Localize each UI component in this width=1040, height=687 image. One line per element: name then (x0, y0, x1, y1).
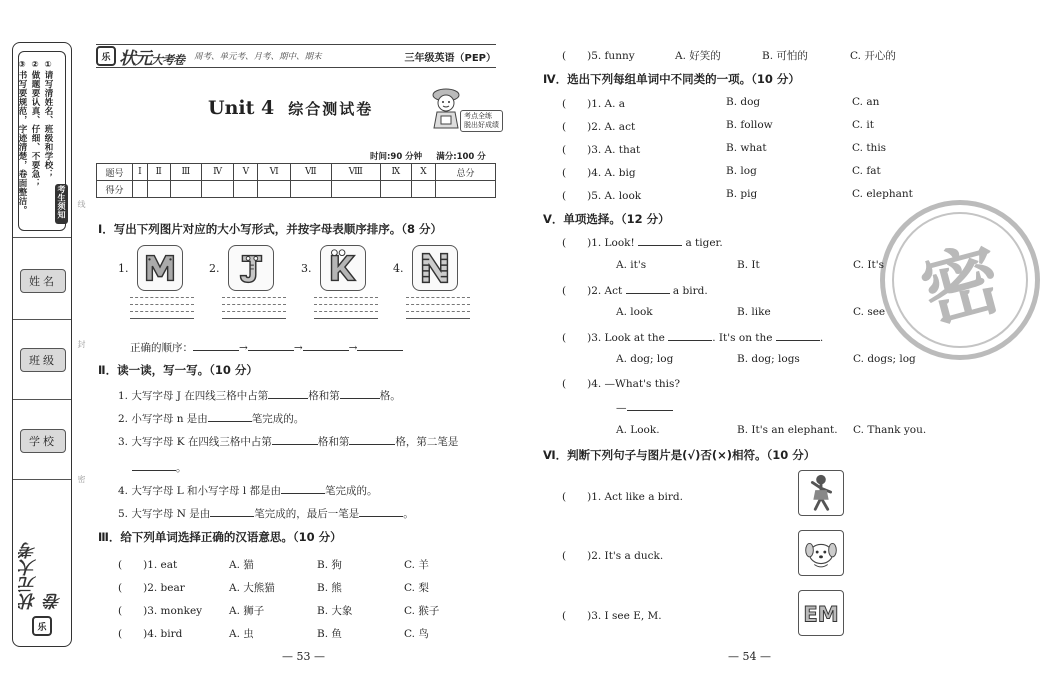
puppy-image (798, 530, 844, 576)
seal-mark-xian: 线 (77, 200, 86, 208)
score-cell[interactable] (411, 181, 435, 198)
strip-logo (20, 526, 65, 636)
score-table-score-row (97, 181, 496, 198)
q-text: 5. 大写字母 N 是由 (118, 508, 211, 520)
brand-logo-sub: 大考卷 (151, 52, 185, 67)
score-table-header-row (97, 164, 496, 181)
write-lines[interactable] (314, 297, 378, 325)
name-field-label: 姓名 (20, 269, 66, 293)
option-b: B. 可怕的 (762, 50, 808, 62)
answer-blank[interactable] (210, 506, 254, 517)
letter-card-m (137, 245, 183, 291)
question-2-4 (118, 483, 378, 498)
school-field-label: 学校 (20, 429, 66, 453)
choice-question[interactable]: ( )5. funny (562, 50, 635, 62)
score-cell[interactable] (331, 181, 380, 198)
letters-em-text: EM (803, 601, 839, 627)
question-5-4-answer-line (616, 400, 673, 414)
option-c: C. It's (853, 259, 884, 271)
score-row-label: 得分 (97, 181, 133, 198)
order-blank[interactable] (303, 340, 349, 351)
order-blank[interactable] (193, 340, 239, 351)
choice-question[interactable]: ( )1. eat (118, 559, 178, 571)
score-header-cell: Ⅱ (147, 164, 170, 181)
answer-blank[interactable] (776, 330, 820, 341)
q-text: ( )1. Look! (562, 237, 635, 249)
option-b: B. 鱼 (317, 628, 342, 640)
page-title (208, 97, 373, 119)
time-score-line (370, 150, 486, 162)
girl-dancing-image (798, 470, 844, 516)
section-5-title: Ⅴ．单项选择。（12 分） (543, 212, 670, 226)
option-c: C. fat (852, 165, 881, 177)
unit-name: Unit 4 (208, 97, 275, 119)
exam-time: 时间:90 分钟 (370, 152, 423, 162)
score-cell[interactable] (436, 181, 496, 198)
option-b: B. It (737, 259, 760, 271)
score-cell[interactable] (290, 181, 331, 198)
score-cell[interactable] (258, 181, 290, 198)
section-6-title: Ⅵ．判断下列句子与图片是(√)否(×)相符。（10 分） (543, 448, 816, 462)
option-c: C. an (852, 96, 880, 108)
answer-blank[interactable] (208, 411, 252, 422)
order-blank[interactable] (248, 340, 294, 351)
arrow: → (239, 342, 248, 354)
score-header-cell: Ⅰ (133, 164, 148, 181)
exam-note-3: ③书写要规范，字迹清楚，卷面整洁。 (17, 60, 27, 215)
class-field-label: 班级 (20, 348, 66, 372)
choice-question[interactable]: ( )3. A. that (562, 144, 641, 156)
question-5-3[interactable] (562, 330, 823, 345)
stamp-text: 密 (912, 233, 1012, 341)
q-text: 格和第 (308, 390, 340, 402)
letter-card-n (412, 245, 458, 291)
choice-question[interactable]: ( )2. A. act (562, 121, 636, 133)
question-5-4[interactable]: ( )4. —What's this? (562, 378, 681, 390)
q-text: 3. 大写字母 K 在四线三格中占第 (118, 436, 272, 448)
score-table (96, 163, 496, 198)
judge-question[interactable]: ( )3. I see E, M. (562, 610, 662, 622)
seal-mark-mi: 密 (77, 475, 86, 483)
option-b: B. log (726, 165, 757, 177)
brand-icon: 乐 (96, 46, 116, 66)
option-b: B. what (726, 142, 767, 154)
answer-blank[interactable] (132, 460, 176, 471)
score-cell[interactable] (380, 181, 411, 198)
score-header-cell: Ⅲ (170, 164, 201, 181)
arrow: → (293, 342, 303, 354)
q-text: a tiger. (685, 237, 723, 249)
option-c: C. Thank you. (853, 424, 927, 436)
option-c: C. it (852, 119, 874, 131)
option-b: B. follow (726, 119, 773, 131)
q-text: . It's on the (712, 332, 773, 344)
strip-divider (13, 237, 71, 238)
score-header-cell: Ⅷ (331, 164, 380, 181)
answer-blank[interactable] (626, 283, 670, 294)
exam-full-score: 满分:100 分 (436, 152, 486, 162)
section-4-title: Ⅳ．选出下列每组单词中不同类的一项。（10 分） (543, 72, 800, 86)
option-c: C. see (853, 306, 886, 318)
question-5-2[interactable] (562, 283, 708, 298)
strip-logo-icon: 乐 (32, 616, 52, 636)
answer-blank[interactable] (668, 330, 712, 341)
option-a: A. 好笑的 (675, 50, 721, 62)
exam-notes-title: 考生须知 (55, 184, 68, 224)
option-c: C. 鸟 (404, 628, 429, 640)
question-2-3-cont (132, 460, 187, 475)
question-5-1[interactable] (562, 235, 723, 250)
q-text: 格，第二笔是 (395, 436, 459, 448)
score-header-cell: Ⅹ (411, 164, 435, 181)
letter-card-j (228, 245, 274, 291)
question-2-5 (118, 506, 414, 521)
option-c: C. this (852, 142, 887, 154)
q-text: 笔完成的。 (325, 485, 378, 497)
q-text: 4. 大写字母 L 和小写字母 l 都是由 (118, 485, 282, 497)
question-2-1 (118, 388, 401, 403)
page-header (96, 44, 496, 68)
card-number: 3. (301, 262, 312, 275)
answer-blank[interactable] (638, 235, 682, 246)
correct-order-line (130, 340, 403, 355)
letter-card-k (320, 245, 366, 291)
option-a: A. dog; log (616, 353, 674, 365)
judge-question[interactable]: ( )1. Act like a bird. (562, 491, 683, 503)
option-c: C. 梨 (404, 582, 429, 594)
strip-divider (13, 319, 71, 320)
card-number: 1. (118, 262, 129, 275)
q-text: 。 (403, 508, 414, 520)
strip-logo-text: 状元大考卷 (20, 542, 65, 611)
q-text: 笔完成的。 (251, 413, 305, 425)
q-text: 。 (176, 462, 187, 474)
answer-blank[interactable] (272, 434, 318, 445)
order-blank[interactable] (357, 340, 403, 351)
q-text: 格。 (379, 390, 401, 402)
q-text: — (616, 402, 627, 414)
answer-blank[interactable] (340, 388, 380, 399)
q-text: ( )3. Look at the (562, 332, 665, 344)
option-b: B. 大象 (317, 605, 353, 617)
section-1-title: Ⅰ．写出下列图片对应的大小写形式，并按字母表顺序排序。（8 分） (98, 222, 443, 236)
mascot-tag-line: 考点全练 (464, 112, 492, 120)
option-b: B. pig (726, 188, 758, 200)
choice-question[interactable]: ( )3. monkey (118, 605, 203, 617)
card-number: 4. (393, 262, 404, 275)
strip-divider (13, 399, 71, 400)
answer-blank[interactable] (268, 388, 308, 399)
brand-logo (119, 44, 184, 69)
page-number-right: — 54 — (728, 650, 771, 663)
strip-divider (13, 479, 71, 480)
option-c: C. 开心的 (850, 50, 896, 62)
score-header-cell: Ⅶ (290, 164, 331, 181)
write-lines[interactable] (406, 297, 470, 325)
question-2-2 (118, 411, 304, 426)
stamp-inner-ring (892, 212, 1028, 348)
option-a: A. 猫 (229, 559, 254, 571)
answer-blank[interactable] (349, 434, 395, 445)
option-b: B. 狗 (317, 559, 342, 571)
judge-question[interactable]: ( )2. It's a duck. (562, 550, 664, 562)
answer-blank[interactable] (627, 400, 673, 411)
write-lines[interactable] (222, 297, 286, 325)
option-c: C. dogs; log (853, 353, 916, 365)
exam-note-2: ②做题要认真、仔细、不要急； (30, 60, 40, 188)
option-b: B. 熊 (317, 582, 342, 594)
mascot-tag (460, 110, 503, 132)
score-header-cell: Ⅳ (201, 164, 233, 181)
binding-strip (12, 42, 72, 647)
option-a: A. Look. (616, 424, 660, 436)
score-header-cell: 总分 (436, 164, 496, 181)
exam-notes (18, 51, 66, 231)
question-2-3 (118, 434, 458, 449)
option-b: B. like (737, 306, 771, 318)
confidential-stamp (880, 200, 1040, 360)
header-subtitle: 周考、单元考、月考、期中、期末 (194, 52, 322, 62)
arrow: → (348, 342, 358, 354)
q-text: a bird. (672, 285, 708, 297)
option-c: C. 羊 (404, 559, 429, 571)
test-name: 综合测试卷 (288, 100, 374, 118)
choice-question[interactable]: ( )4. A. big (562, 167, 636, 179)
option-a: A. look (616, 306, 653, 318)
q-text: 格和第 (317, 436, 350, 448)
score-cell[interactable] (147, 181, 170, 198)
option-a: A. 虫 (229, 628, 254, 640)
option-c: C. elephant (852, 188, 913, 200)
option-a: A. 大熊猫 (229, 582, 275, 594)
option-a: A. 狮子 (229, 605, 265, 617)
section-2-title: Ⅱ．读一读，写一写。（10 分） (98, 363, 258, 377)
score-header-cell: Ⅵ (258, 164, 290, 181)
seal-mark-feng: 封 (77, 340, 86, 348)
option-b: B. It's an elephant. (737, 424, 838, 436)
page-number-left: — 53 — (282, 650, 325, 663)
correct-order-label: 正确的顺序： (130, 342, 193, 354)
choice-question[interactable]: ( )4. bird (118, 628, 183, 640)
q-text: 2. 小写字母 n 是由 (118, 413, 208, 425)
letters-em-image (798, 590, 844, 636)
option-c: C. 猴子 (404, 605, 440, 617)
score-cell[interactable] (133, 181, 148, 198)
q-text: . (819, 332, 824, 344)
option-a: A. it's (616, 259, 647, 271)
q-text: ( )2. Act (562, 285, 623, 297)
score-header-cell: Ⅴ (234, 164, 258, 181)
score-cell[interactable] (234, 181, 258, 198)
score-cell[interactable] (170, 181, 201, 198)
choice-question[interactable]: ( )5. A. look (562, 190, 642, 202)
answer-blank[interactable] (359, 506, 403, 517)
section-3-title: Ⅲ．给下列单词选择正确的汉语意思。（10 分） (98, 530, 342, 544)
option-b: B. dog; logs (737, 353, 800, 365)
mascot-tag-line: 脱出好成绩 (464, 121, 499, 129)
brand-logo-main: 状元 (119, 48, 151, 69)
score-header-cell: Ⅸ (380, 164, 411, 181)
score-cell[interactable] (201, 181, 233, 198)
write-lines[interactable] (130, 297, 194, 325)
choice-question[interactable]: ( )2. bear (118, 582, 185, 594)
grade-label: 三年级英语（PEP） (404, 52, 496, 64)
card-number: 2. (209, 262, 220, 275)
exam-note-1: ①请写清姓名、班级和学校； (43, 60, 53, 179)
q-text: 1. 大写字母 J 在四线三格中占第 (118, 390, 269, 402)
option-b: B. dog (726, 96, 761, 108)
score-header-cell: 题号 (97, 164, 133, 181)
q-text: 笔完成的，最后一笔是 (254, 508, 360, 520)
answer-blank[interactable] (281, 483, 325, 494)
choice-question[interactable]: ( )1. A. a (562, 98, 626, 110)
